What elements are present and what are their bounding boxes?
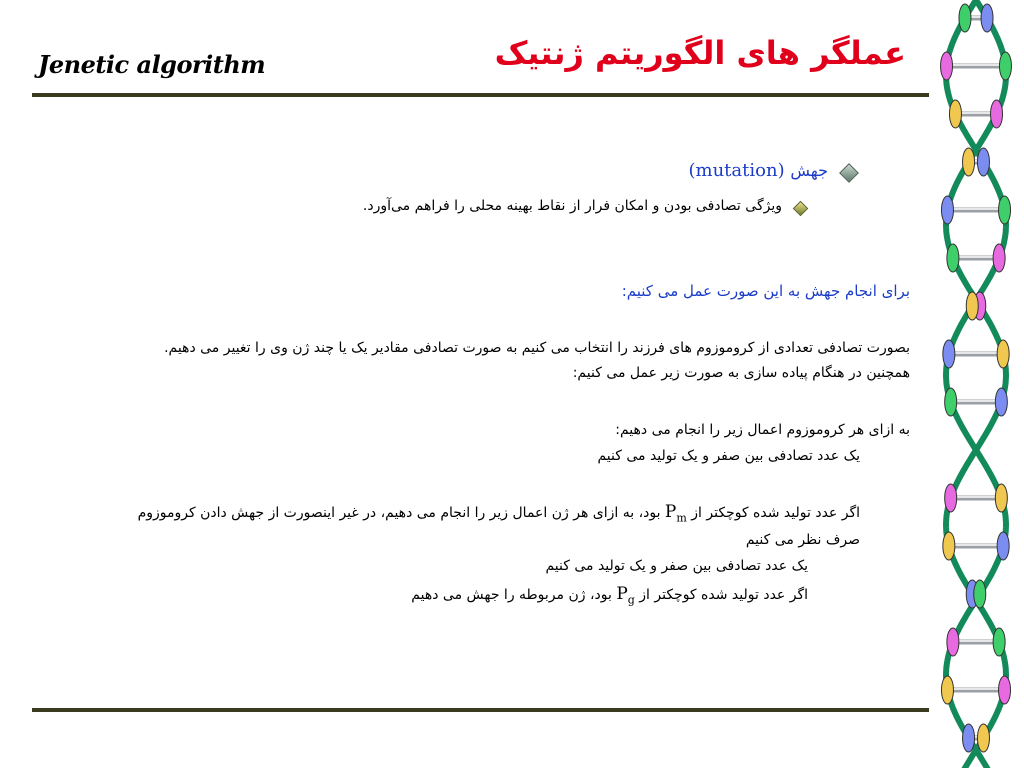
bullet-mutation-en: (mutation) bbox=[688, 160, 785, 181]
dna-bead bbox=[941, 196, 953, 224]
dna-bead bbox=[993, 628, 1005, 656]
dna-bead bbox=[943, 340, 955, 368]
pg-symbol: $P_g$ bbox=[616, 584, 635, 607]
dna-bead bbox=[997, 340, 1009, 368]
dna-bead bbox=[981, 4, 993, 32]
dna-bead bbox=[947, 628, 959, 656]
dna-bead bbox=[959, 4, 971, 32]
dna-helix-icon bbox=[936, 0, 1024, 768]
cond1-text-a: اگر عدد تولید شده کوچکتر از bbox=[691, 505, 860, 521]
intro-line: برای انجام جهش به این صورت عمل می کنیم: bbox=[621, 282, 910, 300]
dna-bead bbox=[999, 52, 1011, 80]
cond1-line2: صرف نظر می کنیم bbox=[745, 532, 860, 548]
top-divider bbox=[32, 93, 929, 97]
page-title: عملگر های الگوریتم ژنتیک bbox=[494, 34, 906, 72]
dna-bead bbox=[949, 100, 961, 128]
dna-bead bbox=[943, 532, 955, 560]
diamond-bullet-icon bbox=[839, 163, 859, 183]
latin-title: Jenetic algorithm bbox=[38, 50, 266, 79]
dna-bead bbox=[991, 100, 1003, 128]
dna-bead bbox=[963, 724, 975, 752]
dna-bead bbox=[997, 532, 1009, 560]
cond2-line bbox=[411, 584, 808, 606]
dna-bead bbox=[941, 52, 953, 80]
bullet-mutation-fa: جهش bbox=[790, 161, 828, 180]
inner-line1: یک عدد تصادفی بین صفر و یک تولید می کنیم bbox=[545, 558, 808, 574]
dna-bead bbox=[977, 724, 989, 752]
cond2-text-b: بود، ژن مربوطه را جهش می دهیم bbox=[411, 587, 612, 603]
bottom-divider bbox=[32, 708, 929, 712]
sub-bullet-text: ویژگی تصادفی بودن و امکان فرار از نقاط بهینه محلی را فراهم می‌آورد. bbox=[362, 198, 782, 214]
dna-bead bbox=[945, 388, 957, 416]
dna-bead bbox=[977, 148, 989, 176]
dna-bead bbox=[966, 292, 978, 320]
dna-bead bbox=[993, 244, 1005, 272]
dna-bead bbox=[999, 196, 1011, 224]
cond1-line1 bbox=[138, 502, 860, 524]
cond1-text-b: بود، به ازای هر ژن اعمال زیر را انجام می دهیم، در غیر اینصورت از جهش دادن کروموزوم bbox=[137, 505, 661, 521]
pm-symbol: $P_m$ bbox=[664, 502, 687, 525]
bullet-mutation bbox=[688, 160, 828, 181]
cond2-text-a: اگر عدد تولید شده کوچکتر از bbox=[639, 587, 808, 603]
dna-bead bbox=[941, 676, 953, 704]
dna-bead bbox=[974, 580, 986, 608]
dna-bead bbox=[995, 388, 1007, 416]
dna-bead bbox=[945, 484, 957, 512]
small-diamond-bullet-icon bbox=[793, 201, 809, 217]
dna-bead bbox=[995, 484, 1007, 512]
para1-line2: همچنین در هنگام پیاده سازی به صورت زیر عمل می کنیم: bbox=[572, 365, 910, 381]
para2-line2: یک عدد تصادفی بین صفر و یک تولید می کنیم bbox=[597, 448, 860, 464]
dna-bead bbox=[963, 148, 975, 176]
dna-bead bbox=[947, 244, 959, 272]
para1-line1: بصورت تصادفی تعدادی از کروموزوم های فرزند را انتخاب می کنیم به صورت تصادفی مقادیر یک یا چند ژن وی را تغییر می دهیم. bbox=[164, 340, 910, 356]
para2-line1: به ازای هر کروموزوم اعمال زیر را انجام می دهیم: bbox=[615, 422, 910, 438]
dna-bead bbox=[999, 676, 1011, 704]
